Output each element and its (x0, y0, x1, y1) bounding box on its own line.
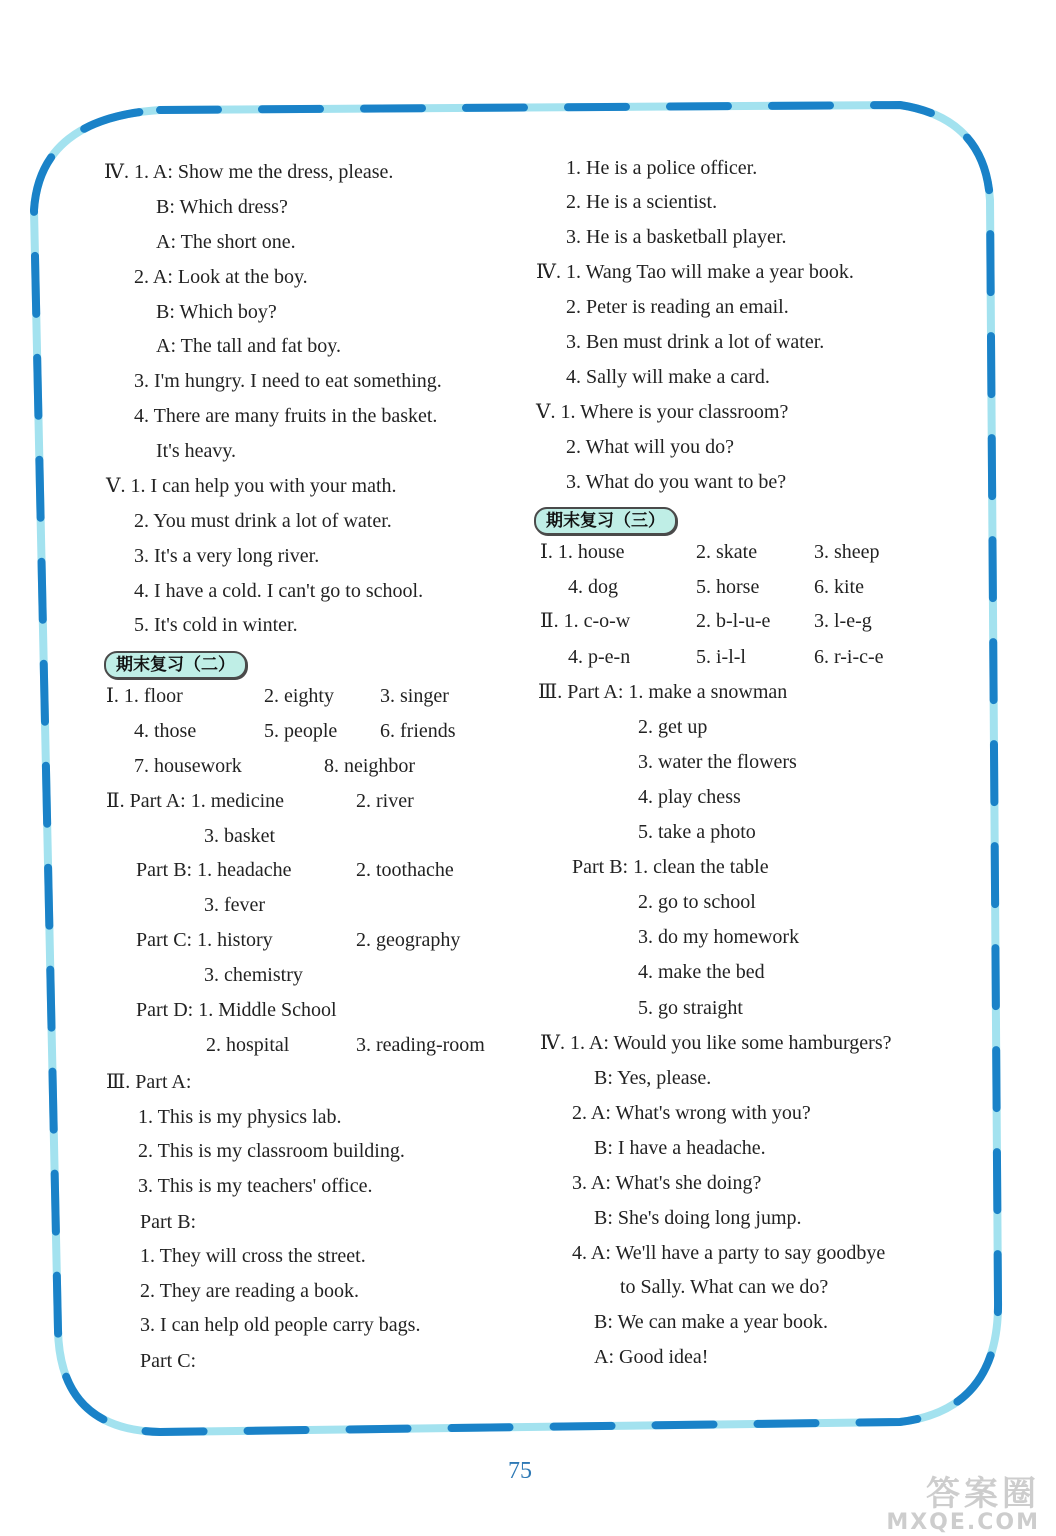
answer-cell: 2. river (356, 790, 414, 812)
answer-line: 2. They are reading a book. (140, 1280, 359, 1302)
answer-line: B: I have a headache. (594, 1137, 766, 1159)
answer-cell: 2. b-l-u-e (696, 610, 771, 632)
answer-cell: 5. people (264, 720, 338, 742)
answer-cell: Ⅱ. 1. c-o-w (540, 610, 631, 632)
answer-line: B: Which boy? (156, 301, 277, 323)
answer-line: 3. This is my teachers' office. (138, 1175, 373, 1197)
answer-line: 2. This is my classroom building. (138, 1140, 405, 1162)
answer-line: Ⅲ. Part A: 1. make a snowman (538, 681, 788, 703)
answer-cell: 3. reading-room (356, 1034, 485, 1056)
answer-line: A: The tall and fat boy. (156, 335, 341, 357)
answer-cell: 2. hospital (206, 1034, 290, 1056)
answer-line: 3. I'm hungry. I need to eat something. (134, 370, 442, 392)
watermark-chinese: 答案圈 (926, 1474, 1040, 1514)
answer-line: 3. do my homework (638, 926, 800, 948)
answer-cell: 3. singer (380, 685, 449, 707)
answer-cell: 2. skate (696, 541, 758, 563)
answer-line: Part B: (140, 1211, 197, 1233)
answer-line: 3. A: What's she doing? (572, 1172, 762, 1194)
answer-cell: 6. r-i-c-e (814, 646, 884, 668)
answer-line: 2. A: What's wrong with you? (572, 1102, 811, 1124)
answer-line: 3. water the flowers (638, 751, 797, 773)
answer-line: Part B: 1. clean the table (572, 856, 769, 878)
answer-line: 2. You must drink a lot of water. (134, 510, 392, 532)
page-number: 75 (508, 1458, 532, 1484)
answer-line: B: She's doing long jump. (594, 1207, 802, 1229)
section-heading-badge: 期末复习（二） (104, 651, 247, 679)
answer-cell: 5. i-l-l (696, 646, 746, 668)
answer-cell: Part C: 1. history (136, 929, 273, 951)
watermark-url: MXQE.COM (886, 1510, 1040, 1535)
answer-line: 3. It's a very long river. (134, 545, 320, 567)
answer-line: 1. This is my physics lab. (138, 1106, 342, 1128)
answer-line: It's heavy. (156, 440, 237, 462)
answer-line: 2. Peter is reading an email. (566, 296, 789, 318)
answer-cell: 3. l-e-g (814, 610, 872, 632)
answer-line: B: Yes, please. (594, 1067, 712, 1089)
site-watermark (886, 1476, 1040, 1534)
answer-line: 4. make the bed (638, 961, 765, 983)
answer-line: Ⅳ. 1. A: Would you like some hamburgers? (540, 1032, 892, 1054)
answer-line: A: The short one. (156, 231, 296, 253)
answer-line: Ⅳ. 1. Wang Tao will make a year book. (536, 261, 854, 283)
answer-cell: Part B: 1. headache (136, 859, 292, 881)
answer-line: 2. What will you do? (566, 436, 734, 458)
answer-line: B: We can make a year book. (594, 1311, 829, 1333)
answer-cell: Ⅰ. 1. house (540, 541, 625, 563)
answer-cell: 4. those (134, 720, 197, 742)
answer-line: 3. fever (204, 894, 266, 916)
answer-cell: 6. kite (814, 576, 864, 598)
answer-cell: 8. neighbor (324, 755, 416, 777)
answer-cell: 7. housework (134, 755, 242, 777)
answer-cell: 2. eighty (264, 685, 334, 707)
answer-line: 1. They will cross the street. (140, 1245, 366, 1267)
answer-line: 4. There are many fruits in the basket. (134, 405, 438, 427)
answer-line: 2. A: Look at the boy. (134, 266, 308, 288)
answer-line: 5. go straight (638, 997, 743, 1019)
answer-line: 2. He is a scientist. (566, 191, 718, 213)
answer-line: 4. A: We'll have a party to say goodbye (572, 1242, 886, 1264)
answer-line: 4. play chess (638, 786, 741, 808)
answer-line: 3. chemistry (204, 964, 303, 986)
answer-line: A: Good idea! (594, 1346, 709, 1368)
answer-cell: 2. toothache (356, 859, 454, 881)
answer-line: to Sally. What can we do? (620, 1276, 829, 1298)
answer-cell: 3. sheep (814, 541, 880, 563)
answer-line: B: Which dress? (156, 196, 288, 218)
answer-line: Ⅴ. 1. Where is your classroom? (536, 401, 789, 423)
answer-line: 3. basket (204, 825, 276, 847)
answer-line: Ⅲ. Part A: (106, 1071, 192, 1093)
answer-line: 2. get up (638, 716, 708, 738)
answer-line: Ⅴ. 1. I can help you with your math. (106, 475, 397, 497)
answer-line: 3. He is a basketball player. (566, 226, 787, 248)
answer-line: 3. Ben must drink a lot of water. (566, 331, 825, 353)
answer-line: 4. Sally will make a card. (566, 366, 770, 388)
answer-cell: Ⅱ. Part A: 1. medicine (106, 790, 285, 812)
answer-line: 5. take a photo (638, 821, 756, 843)
answer-cell: 5. horse (696, 576, 760, 598)
answer-line: 2. go to school (638, 891, 756, 913)
answer-line: Ⅳ. 1. A: Show me the dress, please. (104, 161, 394, 183)
answer-cell: Ⅰ. 1. floor (106, 685, 183, 707)
answer-line: 5. It's cold in winter. (134, 614, 298, 636)
answer-cell: 6. friends (380, 720, 456, 742)
answer-line: 3. What do you want to be? (566, 471, 787, 493)
answer-cell: 2. geography (356, 929, 461, 951)
answer-line: 1. He is a police officer. (566, 157, 758, 179)
answer-cell: 4. p-e-n (568, 646, 631, 668)
answer-line: 3. I can help old people carry bags. (140, 1314, 421, 1336)
answer-line: 4. I have a cold. I can't go to school. (134, 580, 424, 602)
answer-cell: 4. dog (568, 576, 618, 598)
answer-line: Part D: 1. Middle School (136, 999, 337, 1021)
answer-line: Part C: (140, 1350, 197, 1372)
section-heading-badge: 期末复习（三） (534, 507, 677, 535)
